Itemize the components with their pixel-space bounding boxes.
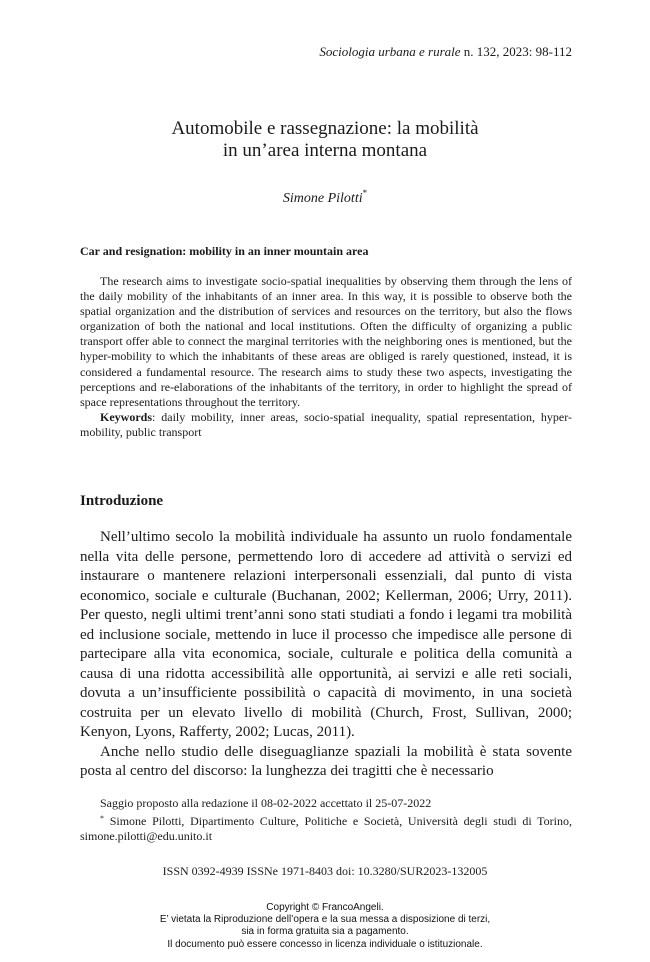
abstract-text: The research aims to investigate socio-spatial inequalities by observing them through the lens of the daily mobility of the inhabitants of an inner area. In this way, it is possible to observe both the spatial organization and the distribution of services and resources on the territory, but also the flows organization of both the national and local institutions. Often the difficulty of organizing a public transport offer able to connect the marginal territories with the neighboring ones is mentioned, but the hyper-mobility to which the inhabitants of these areas are obliged is rarely questioned, instead, it is considered a fundamental resource. The research aims to study these two aspects, investigating the perceptions and re-elaborations of the inhabitants of the territory, in order to highlight the spread of space representations throughout the territory. [80, 274, 572, 409]
author-line [0, 188, 650, 207]
copyright-line-4: Il documento può essere concesso in licenza individuale o istituzionale. [167, 938, 483, 950]
keywords-text: : daily mobility, inner areas, socio-spatial inequality, spatial representation, hyper-mobility, public transport [80, 409, 572, 439]
affiliation-text: Simone Pilotti, Dipartimento Culture, Politiche e Società, Università degli studi di Torino, simone.pilotti@edu.unito.it [80, 814, 572, 843]
affiliation-footnote-mark: * [100, 814, 104, 823]
body-paragraph-1: Nell’ultimo secolo la mobilità individuale ha assunto un ruolo fondamentale nella vita delle persone, permettendo loro di accedere ad attività o servizi ed instaurare o mantenere relazioni interpersonali essenziali, dal punto di vista economico, sociale e culturale (Buchanan, 2002; Kellerman, 2006; Urry, 2011). Per questo, negli ultimi trent’anni sono stati studiati a fondo i legami tra mobilità ed inclusione sociale, mettendo in luce il processo che impedisce alle persone di partecipare alla vita economica, sociale, culturale e politica della comunità a causa di una ridotta accessibilità alle opportunità, ai servizi e alle reti sociali, dovuta a un’insufficiente possibilità o capacità di movimento, in una società costruita per un elevato livello di mobilità (Church, Frost, Sullivan, 2000; Kenyon, Lyons, Rafferty, 2002; Lucas, 2011). [80, 529, 572, 740]
article-title-line-1: Automobile e rassegnazione: la mobilità [171, 118, 479, 139]
keywords [80, 410, 572, 440]
journal-issue: n. 132, 2023: 98-112 [460, 44, 572, 59]
abstract [80, 274, 572, 440]
author-affiliation-note [80, 811, 572, 844]
body-text [80, 528, 572, 782]
journal-header [319, 44, 572, 60]
article-title-line-2: in un’area interna montana [222, 140, 428, 161]
body-paragraph-2: Anche nello studio delle diseguaglianze spaziali la mobilità è stata sovente posta al centro del discorso: la lunghezza dei tragitti che è necessario [80, 743, 572, 779]
issn-doi-line: ISSN 0392-4939 ISSNe 1971-8403 doi: 10.3280/SUR2023-132005 [162, 864, 488, 878]
journal-name: Sociologia urbana e rurale [319, 44, 461, 59]
keywords-label: Keywords [100, 409, 152, 424]
copyright-line-1: Copyright © FrancoAngeli. [266, 902, 384, 913]
copyright-line-2: E’ vietata la Riproduzione dell’opera e la sua messa a disposizione di terzi, [159, 914, 491, 926]
copyright-line-3: sia in forma gratuita sia a pagamento. [241, 926, 409, 938]
submission-note: Saggio proposto alla redazione il 08-02-2022 accettato il 25-07-2022 [100, 796, 432, 810]
copyright-notice [0, 902, 650, 951]
author-name: Simone Pilotti [282, 191, 363, 206]
article-title [0, 118, 650, 162]
footnotes [80, 796, 572, 844]
author-footnote-mark: * [362, 188, 368, 198]
english-title: Car and resignation: mobility in an inner mountain area [80, 244, 369, 258]
section-heading-introduction: Introduzione [80, 493, 164, 509]
